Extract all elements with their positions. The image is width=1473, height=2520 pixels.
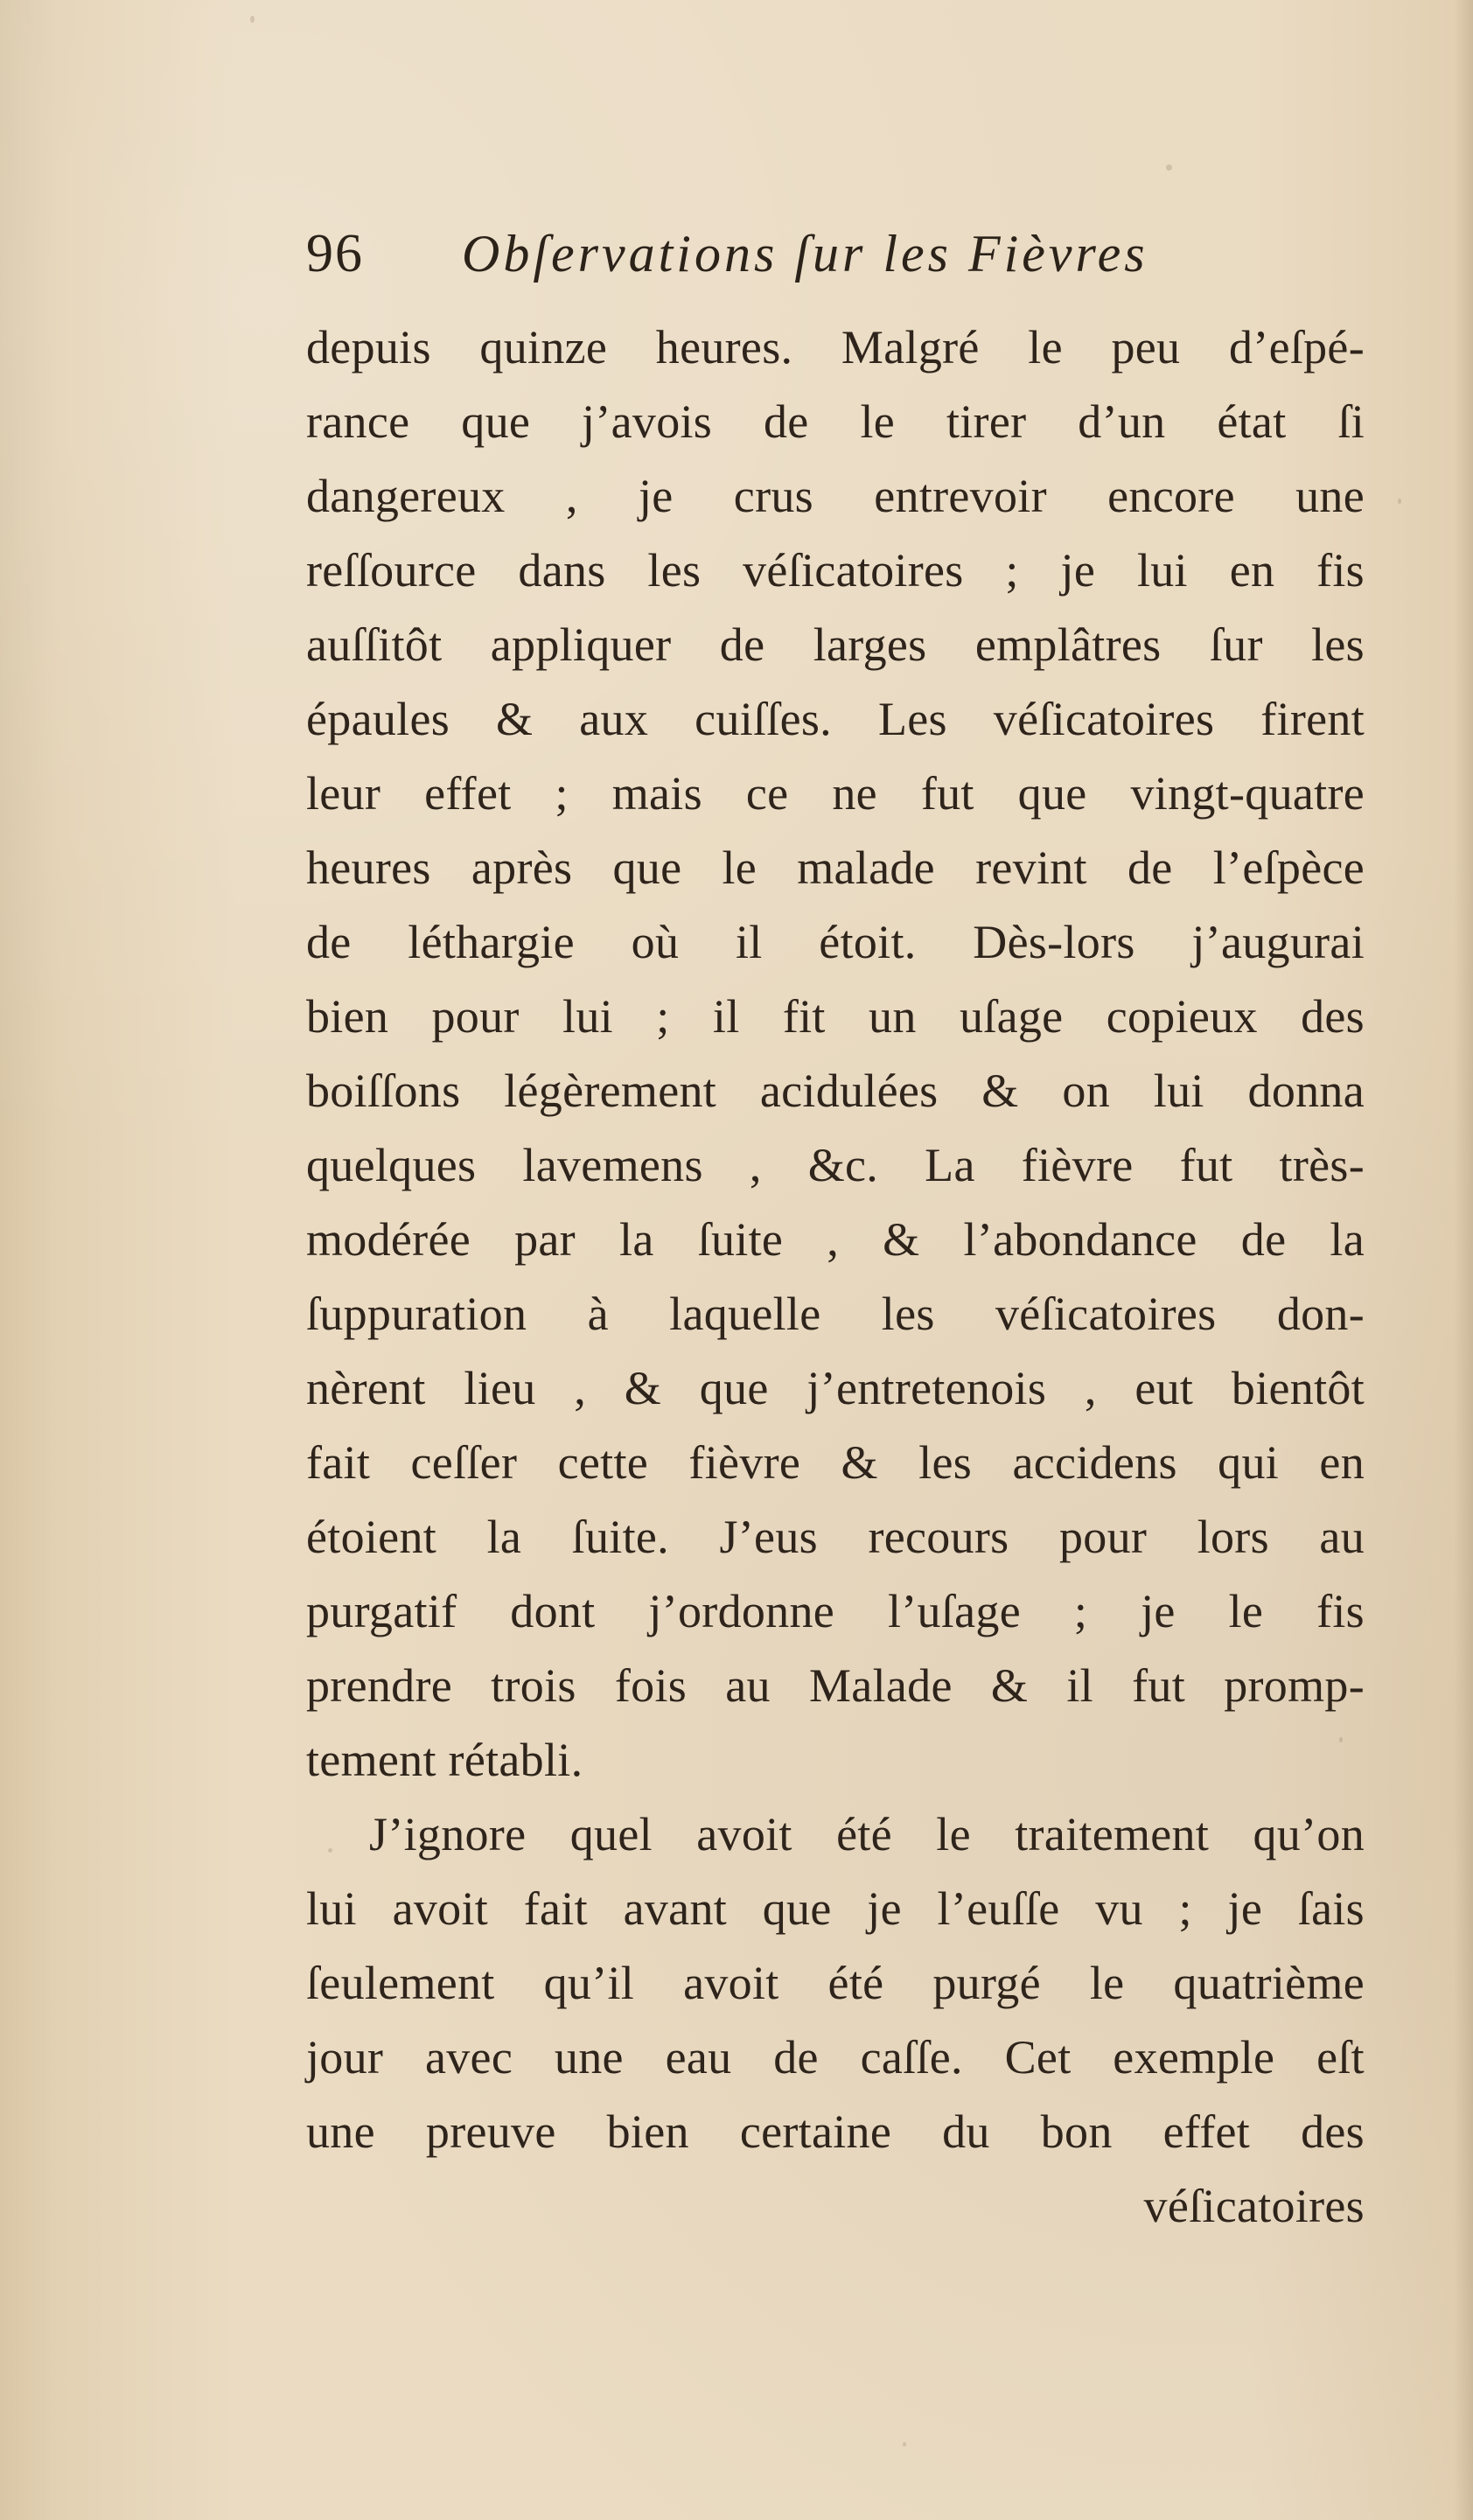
text-line: lui avoit fait avant que je l’euſſe vu ; je ſais xyxy=(306,1882,1365,1935)
text-line: depuis quinze heures. Malgré le peu d’eſpé- xyxy=(306,321,1365,373)
text-line: tement rétabli. xyxy=(306,1734,583,1786)
body-text xyxy=(306,311,1365,2244)
text-line: épaules & aux cuiſſes. Les véſicatoires firent xyxy=(306,693,1365,745)
text-line: reſſource dans les véſicatoires ; je lui en fis xyxy=(306,544,1365,597)
text-line: quelques lavemens , &c. La fièvre fut très- xyxy=(306,1139,1365,1191)
text-line: fait ceſſer cette fièvre & les accidens qui en xyxy=(306,1436,1365,1489)
text-line: auſſitôt appliquer de larges emplâtres ſur les xyxy=(306,618,1365,671)
text-line: purgatif dont j’ordonne l’uſage ; je le fis xyxy=(306,1585,1365,1637)
text-line: dangereux , je crus entrevoir encore une xyxy=(306,470,1365,522)
page-header xyxy=(306,223,1198,302)
text-line: ſuppuration à laquelle les véſicatoires don- xyxy=(306,1288,1365,1340)
text-line: J’ignore quel avoit été le traitement qu’on xyxy=(369,1808,1365,1860)
running-title: Obſervations ſur les Fièvres xyxy=(462,225,1148,283)
text-line: étoient la ſuite. J’eus recours pour lors au xyxy=(306,1511,1365,1563)
paper-speck xyxy=(1166,164,1172,171)
page-edge-shadow xyxy=(1454,0,1473,2520)
text-line: ſeulement qu’il avoit été purgé le quatrième xyxy=(306,1957,1365,2009)
text-line: une preuve bien certaine du bon effet des xyxy=(306,2105,1365,2158)
page-number: 96 xyxy=(306,224,364,283)
text-line: leur effet ; mais ce ne fut que vingt-quatre xyxy=(306,767,1365,820)
text-line: bien pour lui ; il fit un uſage copieux des xyxy=(306,990,1365,1043)
text-line: de léthargie où il étoit. Dès-lors j’augurai xyxy=(306,916,1365,968)
text-line: nèrent lieu , & que j’entretenois , eut bientôt xyxy=(306,1362,1365,1414)
text-line: modérée par la ſuite , & l’abondance de la xyxy=(306,1213,1365,1266)
text-line: boiſſons légèrement acidulées & on lui donna xyxy=(306,1065,1365,1117)
paper-speck xyxy=(1398,499,1401,504)
text-line: jour avec une eau de caſſe. Cet exemple eſt xyxy=(306,2031,1365,2084)
text-line: rance que j’avois de le tirer d’un état ſi xyxy=(306,395,1365,448)
text-line: heures après que le malade revint de l’eſpèce xyxy=(306,841,1365,894)
paper-speck xyxy=(903,2442,906,2447)
paper-speck xyxy=(250,16,255,23)
catchword: véſicatoires xyxy=(1143,2180,1365,2232)
text-line: prendre trois fois au Malade & il fut promp- xyxy=(306,1659,1365,1712)
